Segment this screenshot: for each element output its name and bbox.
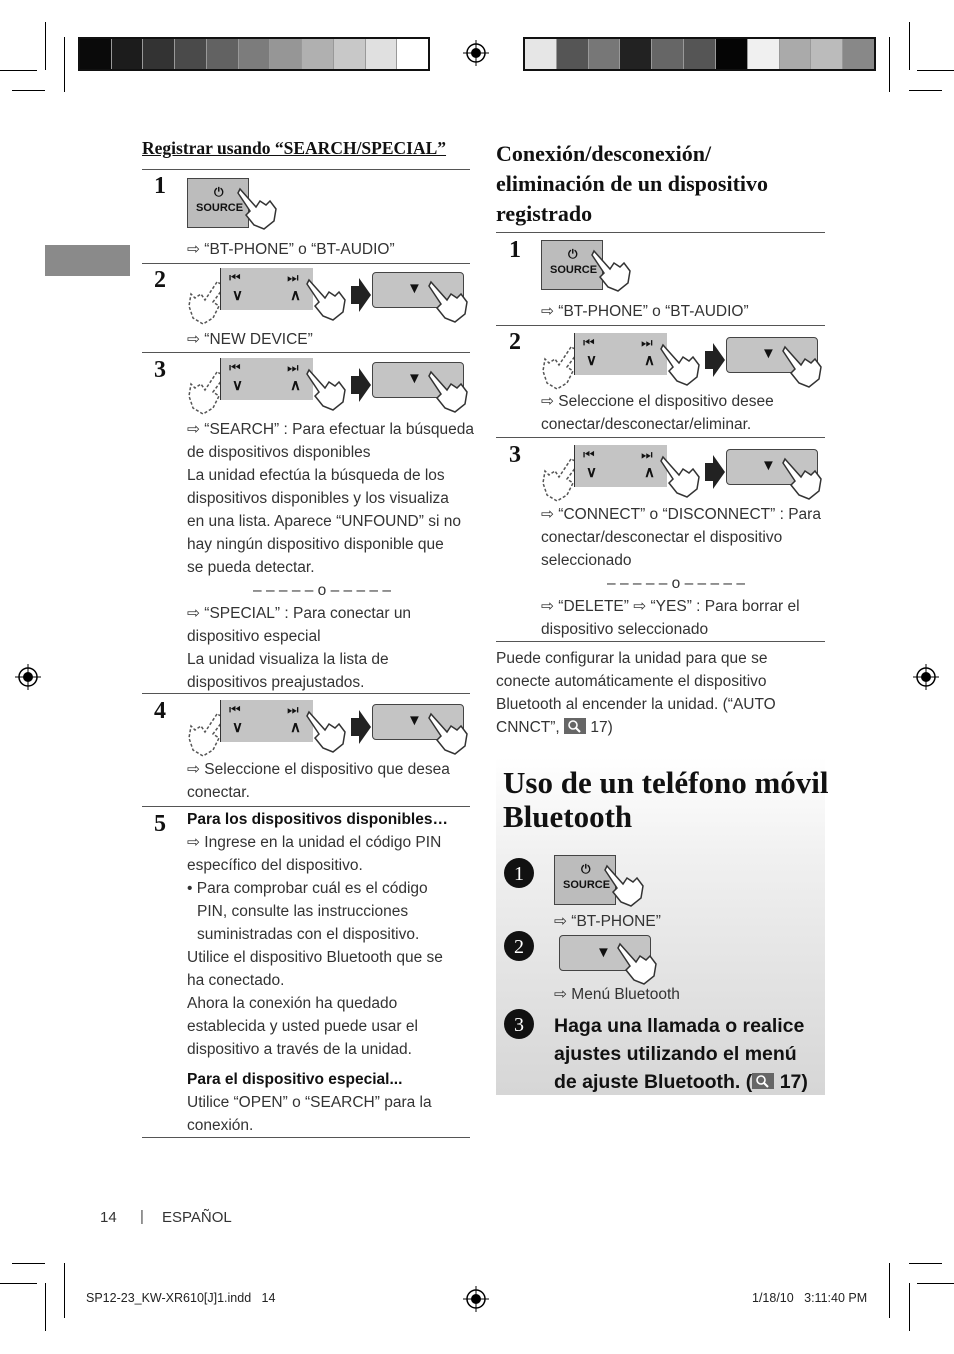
reference-magnifier-icon — [564, 718, 586, 734]
page-number: 14 — [100, 1209, 117, 1226]
text-line: en una lista. Aparece “UNFOUND” si no — [187, 513, 461, 530]
next-arrow-icon — [703, 455, 725, 489]
source-button[interactable]: ⏻ SOURCE — [554, 855, 616, 905]
color-calibration-bar-left — [78, 37, 430, 71]
text-line: PIN, consulte las instrucciones — [197, 903, 409, 920]
step-number: 5 — [154, 811, 166, 837]
registration-mark-icon — [463, 40, 489, 66]
step-number: 2 — [509, 329, 521, 355]
divider — [496, 437, 825, 438]
color-swatch — [620, 39, 652, 69]
text-line: ha conectado. — [187, 972, 285, 989]
color-swatch — [748, 39, 780, 69]
svg-text:1: 1 — [514, 863, 524, 885]
color-swatch — [780, 39, 812, 69]
prev-next-buttons[interactable] — [574, 445, 667, 487]
prev-icon: ⏮ — [229, 360, 241, 375]
up-chevron-icon: ∧ — [290, 287, 301, 304]
color-swatch — [652, 39, 684, 69]
text-line: – – – – – o – – – – – — [607, 575, 745, 592]
crop-mark — [64, 37, 65, 92]
crop-mark — [64, 1263, 65, 1318]
crop-mark — [12, 90, 45, 91]
up-chevron-icon: ∧ — [290, 377, 301, 394]
color-swatch — [175, 39, 207, 69]
divider — [142, 693, 470, 694]
text-line: Utilice “OPEN” o “SEARCH” para la — [187, 1094, 432, 1111]
next-icon: ⏭ — [287, 360, 299, 375]
down-chevron-icon: ∨ — [232, 287, 243, 304]
step-caption: ⇨ “BT-PHONE” — [554, 913, 661, 930]
pointing-hand-icon — [305, 276, 349, 322]
text-line: se pueda detectar. — [187, 559, 315, 576]
step-circle-1 — [503, 857, 535, 889]
text-line: seleccionado — [541, 552, 632, 569]
step-number: 3 — [509, 442, 521, 468]
crop-mark — [12, 1263, 45, 1264]
pointing-hand-icon — [616, 940, 660, 986]
heading-line: eliminación de un dispositivo — [496, 171, 769, 196]
pointing-hand-icon — [427, 368, 471, 414]
step-text: ⇨ “NEW DEVICE” — [187, 331, 313, 348]
down-chevron-icon: ∨ — [586, 352, 597, 369]
text-line: • Para comprobar cuál es el código — [187, 880, 428, 897]
down-button[interactable]: ▼ — [726, 337, 818, 373]
step-text: ⇨ “BT-PHONE” o “BT-AUDIO” — [187, 241, 395, 258]
registration-mark-icon — [913, 664, 939, 690]
text-line: La unidad efectúa la búsqueda de los — [187, 467, 445, 484]
color-calibration-bar-right — [523, 37, 876, 71]
prev-next-buttons[interactable] — [574, 333, 667, 375]
source-button[interactable]: ⏻ SOURCE — [187, 178, 249, 228]
prev-next-buttons[interactable] — [220, 700, 313, 742]
text-line: de dispositivos disponibles — [187, 444, 371, 461]
step-number: 2 — [154, 267, 166, 293]
prev-icon: ⏮ — [583, 447, 595, 462]
color-swatch — [557, 39, 589, 69]
divider — [142, 352, 470, 353]
text-line: Utilice el dispositivo Bluetooth que se — [187, 949, 443, 966]
crop-mark — [45, 1283, 46, 1331]
step-instruction: Haga una llamada o realice ajustes utilizando el menú de ajuste Bluetooth. ( 17) — [554, 1015, 808, 1093]
down-button[interactable]: ▼ — [559, 935, 651, 971]
source-button[interactable]: ⏻ SOURCE — [541, 240, 603, 290]
heading-line: registrado — [496, 201, 593, 226]
text-line: ⇨ “SEARCH” : Para efectuar la búsqueda — [187, 421, 474, 438]
footer-language: ESPAÑOL — [162, 1209, 232, 1226]
crop-mark — [917, 70, 954, 71]
text-line: ⇨ “SPECIAL” : Para conectar un — [187, 605, 412, 622]
text-line: ⇨ Seleccione el dispositivo que desea — [187, 761, 450, 778]
pointing-hand-icon — [781, 343, 825, 389]
color-swatch — [80, 39, 112, 69]
crop-mark — [889, 1263, 890, 1318]
next-arrow-icon — [349, 278, 371, 312]
color-swatch — [112, 39, 144, 69]
crop-mark — [889, 37, 890, 92]
crop-mark — [909, 22, 910, 70]
color-swatch — [143, 39, 175, 69]
pointing-hand-icon — [603, 862, 647, 908]
color-swatch — [366, 39, 398, 69]
color-swatch — [397, 39, 428, 69]
pointing-hand-icon — [659, 341, 703, 387]
registration-mark-icon — [463, 1286, 489, 1312]
step-number: 1 — [154, 173, 166, 199]
step-caption: ⇨ Menú Bluetooth — [554, 986, 680, 1003]
heading-line: Conexión/desconexión/ — [496, 141, 712, 166]
prev-next-buttons[interactable] — [220, 268, 313, 310]
step-text: ⇨ “BT-PHONE” o “BT-AUDIO” — [541, 303, 749, 320]
text-line: – – – – – o – – – – – — [253, 582, 391, 599]
color-swatch — [589, 39, 621, 69]
print-timestamp: 1/18/10 3:11:40 PM — [752, 1291, 868, 1305]
text-line: establecida y usted puede usar el — [187, 1018, 418, 1035]
text-line: conectar. — [187, 784, 250, 801]
color-swatch — [843, 39, 874, 69]
step-number: 4 — [154, 698, 166, 724]
next-arrow-icon — [349, 710, 371, 744]
pointing-hand-icon — [305, 366, 349, 412]
text-line: suministradas con el dispositivo. — [197, 926, 420, 943]
down-chevron-icon: ∨ — [586, 464, 597, 481]
step-text-block — [187, 1091, 432, 1137]
registration-mark-icon — [15, 664, 41, 690]
text-line: La unidad visualiza la lista de — [187, 651, 389, 668]
section-heading-register: Registrar usando “SEARCH/SPECIAL” — [142, 138, 447, 158]
color-swatch — [811, 39, 843, 69]
text-line: conexión. — [187, 1117, 254, 1134]
divider — [496, 325, 825, 326]
next-arrow-icon — [703, 343, 725, 377]
step-text-block — [187, 418, 474, 694]
down-button[interactable]: ▼ — [726, 449, 818, 485]
prev-icon: ⏮ — [229, 270, 241, 285]
up-chevron-icon: ∧ — [644, 352, 655, 369]
pointing-hand-icon — [236, 185, 280, 231]
text-line: dispositivos disponibles y los visualiza — [187, 490, 449, 507]
step-text-block — [541, 503, 821, 641]
prev-icon: ⏮ — [583, 335, 595, 350]
divider — [142, 263, 470, 264]
color-swatch — [334, 39, 366, 69]
prev-icon: ⏮ — [229, 702, 241, 717]
crop-mark — [0, 1283, 37, 1284]
text-line: dispositivo seleccionado — [541, 621, 709, 638]
text-line: ⇨ Seleccione el dispositivo desee — [541, 393, 774, 410]
next-icon: ⏭ — [287, 702, 299, 717]
step-circle-3 — [503, 1008, 535, 1040]
pointing-hand-icon — [781, 455, 825, 501]
text-line: ⇨ “DELETE” ⇨ “YES” : Para borrar el — [541, 598, 800, 615]
pointing-hand-icon — [427, 278, 471, 324]
next-arrow-icon — [349, 368, 371, 402]
text-line: ⇨ Ingrese en la unidad el código PIN — [187, 834, 442, 851]
down-button[interactable]: ▼ — [372, 272, 464, 308]
text-line: conectar/desconectar el dispositivo — [541, 529, 783, 546]
color-swatch — [716, 39, 748, 69]
next-icon: ⏭ — [641, 447, 653, 462]
color-swatch — [270, 39, 302, 69]
pointing-hand-icon — [427, 710, 471, 756]
crop-mark — [909, 90, 942, 91]
down-button[interactable]: ▼ — [372, 362, 464, 398]
prev-next-buttons[interactable] — [220, 358, 313, 400]
crop-mark — [45, 22, 46, 70]
step-circle-2 — [503, 930, 535, 962]
footer-separator: | — [140, 1208, 144, 1225]
next-icon: ⏭ — [641, 335, 653, 350]
down-chevron-icon: ∨ — [232, 377, 243, 394]
step-title: Para el dispositivo especial... — [187, 1071, 403, 1088]
color-swatch — [684, 39, 716, 69]
up-chevron-icon: ∧ — [644, 464, 655, 481]
crop-mark — [0, 70, 37, 71]
panel-title: Uso de un teléfono móvil Bluetooth — [503, 765, 829, 834]
step-text-block — [541, 390, 774, 436]
color-swatch — [302, 39, 334, 69]
down-button[interactable]: ▼ — [372, 704, 464, 740]
svg-text:2: 2 — [514, 936, 524, 958]
step-text-block — [187, 831, 443, 1061]
section-heading-connect — [496, 139, 768, 229]
divider — [496, 232, 825, 233]
divider — [142, 806, 470, 807]
text-line: específico del dispositivo. — [187, 857, 363, 874]
pointing-hand-icon — [590, 247, 634, 293]
pointing-hand-icon — [659, 453, 703, 499]
step-number: 1 — [509, 237, 521, 263]
color-swatch — [525, 39, 557, 69]
file-slug: SP12-23_KW-XR610[J]1.indd 14 — [86, 1291, 276, 1305]
next-icon: ⏭ — [287, 270, 299, 285]
crop-mark — [917, 1283, 954, 1284]
divider — [496, 641, 825, 642]
crop-mark — [909, 1263, 942, 1264]
crop-mark — [909, 1283, 910, 1331]
up-chevron-icon: ∧ — [290, 719, 301, 736]
text-line: conectar/desconectar/eliminar. — [541, 416, 752, 433]
color-swatch — [207, 39, 239, 69]
text-line: ⇨ “CONNECT” o “DISCONNECT” : Para — [541, 506, 821, 523]
language-tab — [45, 245, 130, 276]
pointing-hand-icon — [305, 708, 349, 754]
svg-text:3: 3 — [514, 1014, 524, 1036]
reference-magnifier-icon — [752, 1073, 774, 1089]
text-line: hay ningún dispositivo disponible que — [187, 536, 444, 553]
step-title: Para los dispositivos disponibles… — [187, 811, 448, 828]
divider — [142, 1137, 470, 1138]
step-number: 3 — [154, 357, 166, 383]
text-line: dispositivo especial — [187, 628, 321, 645]
step-text-block — [187, 758, 450, 804]
color-swatch — [239, 39, 271, 69]
text-line: Ahora la conexión ha quedado — [187, 995, 398, 1012]
divider — [142, 169, 470, 170]
text-line: dispositivos preajustados. — [187, 674, 365, 691]
auto-connect-note: Puede configurar la unidad para que se conecte automáticamente el dispositivo Bluetooth al encender la unidad. (“AUTO CNNCT”, 17) — [496, 650, 776, 736]
down-chevron-icon: ∨ — [232, 719, 243, 736]
text-line: dispositivo a través de la unidad. — [187, 1041, 412, 1058]
